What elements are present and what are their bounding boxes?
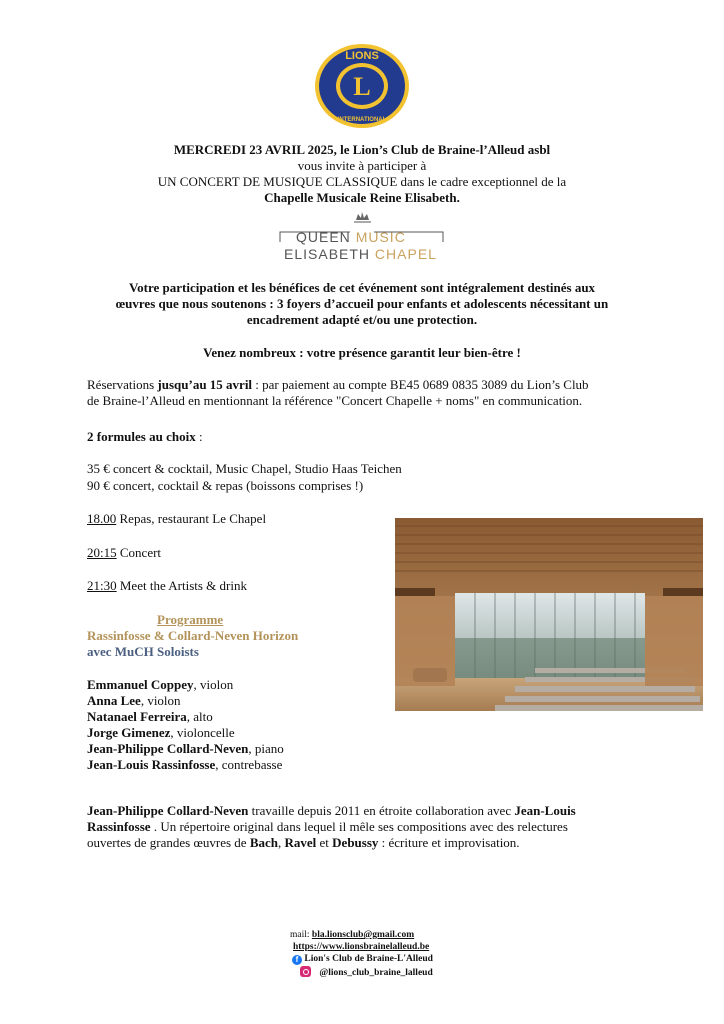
chapel-hall-photo — [395, 518, 703, 711]
logo-center-letter: L — [353, 72, 371, 101]
performer-role: , alto — [186, 709, 213, 724]
composer-debussy: Debussy — [332, 835, 379, 850]
programme-heading: Programme — [157, 612, 224, 627]
footer-mail — [290, 929, 414, 941]
instagram-icon — [300, 966, 311, 977]
bio-text-1: travaille depuis 2011 en étroite collaboration avec — [248, 803, 515, 818]
lions-logo — [312, 42, 412, 130]
bio-name-2a: Jean-Louis — [514, 803, 576, 818]
schedule-item — [87, 578, 247, 594]
performer — [87, 677, 233, 693]
welcome-text: Venez nombreux : votre présence garantit leur bien-être ! — [203, 345, 521, 360]
reservation-line-1 — [87, 377, 589, 393]
performer-name: Jorge Gimenez — [87, 725, 171, 740]
schedule-item — [87, 511, 266, 527]
programme-title: Rassinfosse & Collard-Neven Horizon — [87, 628, 299, 643]
performer-role: , violon — [193, 677, 234, 692]
instagram-row[interactable] — [300, 966, 433, 979]
programme-subtitle: avec MuCH Soloists — [87, 644, 199, 659]
bio-line-2 — [87, 819, 568, 835]
intro-line-4: Chapelle Musicale Reine Elisabeth. — [264, 190, 460, 205]
schedule-time: 20:15 — [87, 545, 117, 560]
bio-line-3 — [87, 835, 520, 851]
performer — [87, 709, 213, 725]
performer-name: Natanael Ferreira — [87, 709, 187, 724]
performer-name: Anna Lee — [87, 693, 141, 708]
purpose-line-2: œuvres que nous soutenons : 3 foyers d’accueil pour enfants et adolescents nécessitant un — [115, 296, 609, 311]
schedule-text: Concert — [116, 545, 162, 560]
chapel-word-chapel: CHAPEL — [374, 246, 437, 262]
website-link[interactable]: https://www.lionsbrainelalleud.be — [293, 942, 430, 952]
reservation-post: : par paiement au compte BE45 0689 0835 3089 du Lion’s Club — [252, 377, 589, 392]
facebook-row[interactable] — [292, 953, 433, 965]
performer — [87, 693, 181, 709]
host-name: , le Lion’s Club de Braine-l’Alleud asbl — [333, 142, 551, 157]
instagram-label: @lions_club_braine_lalleud — [319, 968, 433, 978]
logo-bottom-text: INTERNATIONAL — [337, 117, 387, 123]
performer-name: Jean-Philippe Collard-Neven — [87, 741, 249, 756]
reservation-deadline: jusqu’au 15 avril — [157, 377, 253, 392]
schedule-text: Repas, restaurant Le Chapel — [116, 511, 267, 526]
performer-name: Emmanuel Coppey — [87, 677, 194, 692]
chapel-word-queen: QUEEN — [296, 229, 351, 245]
schedule-time: 21:30 — [87, 578, 117, 593]
bio-and: et — [316, 835, 333, 850]
bio-text-3: ouvertes de grandes œuvres de — [87, 835, 250, 850]
formulas-label — [87, 429, 203, 445]
reservation-line-2: de Braine-l’Alleud en mentionnant la référence "Concert Chapelle + noms" en communication. — [87, 393, 583, 408]
event-date: MERCREDI 23 AVRIL 2025 — [173, 142, 334, 157]
bio-name-2b: Rassinfosse — [87, 819, 151, 834]
performer — [87, 757, 282, 773]
schedule-text: Meet the Artists & drink — [116, 578, 247, 593]
performer-role: , contrebasse — [215, 757, 283, 772]
performer-role: , violoncelle — [170, 725, 235, 740]
intro-line-2: vous invite à participer à — [297, 158, 427, 173]
formula-item: 90 € concert, cocktail & repas (boissons comprises !) — [87, 478, 364, 493]
schedule-time: 18.00 — [87, 511, 117, 526]
composer-bach: Bach — [249, 835, 278, 850]
logo-top-text: LIONS — [345, 50, 379, 62]
schedule-item — [87, 545, 161, 561]
facebook-label: Lion's Club de Braine-L'Alleud — [304, 954, 433, 964]
bio-line-1 — [87, 803, 576, 819]
reservation-pre: Réservations — [87, 377, 158, 392]
facebook-icon: f — [292, 955, 302, 965]
chapel-logo — [278, 210, 446, 266]
composer-ravel: Ravel — [284, 835, 317, 850]
chapel-word-elisabeth: ELISABETH — [284, 246, 371, 262]
formulas-label-bold: 2 formules au choix — [87, 429, 196, 444]
performer — [87, 725, 235, 741]
bio-sep: , — [277, 835, 285, 850]
chapel-word-music: MUSIC — [355, 229, 406, 245]
performer — [87, 741, 284, 757]
performer-name: Jean-Louis Rassinfosse — [87, 757, 216, 772]
performer-role: , violon — [140, 693, 181, 708]
bio-text-2: . Un répertoire original dans lequel il mêle ses compositions avec des relectures — [150, 819, 568, 834]
bio-text-4: : écriture et improvisation. — [378, 835, 520, 850]
intro-line-1 — [0, 142, 724, 158]
formula-item: 35 € concert & cocktail, Music Chapel, Studio Haas Teichen — [87, 461, 402, 476]
purpose-line-3: encadrement adapté et/ou une protection. — [246, 312, 478, 327]
formulas-label-rest: : — [195, 429, 203, 444]
intro-line-3: UN CONCERT DE MUSIQUE CLASSIQUE dans le cadre exceptionnel de la — [157, 174, 567, 189]
purpose-line-1: Votre participation et les bénéfices de cet événement sont intégralement destinés aux — [128, 280, 596, 295]
mail-link[interactable]: bla.lionsclub@gmail.com — [311, 930, 415, 940]
mail-label: mail: — [290, 930, 312, 940]
bio-name-1: Jean-Philippe Collard-Neven — [87, 803, 249, 818]
performer-role: , piano — [248, 741, 284, 756]
